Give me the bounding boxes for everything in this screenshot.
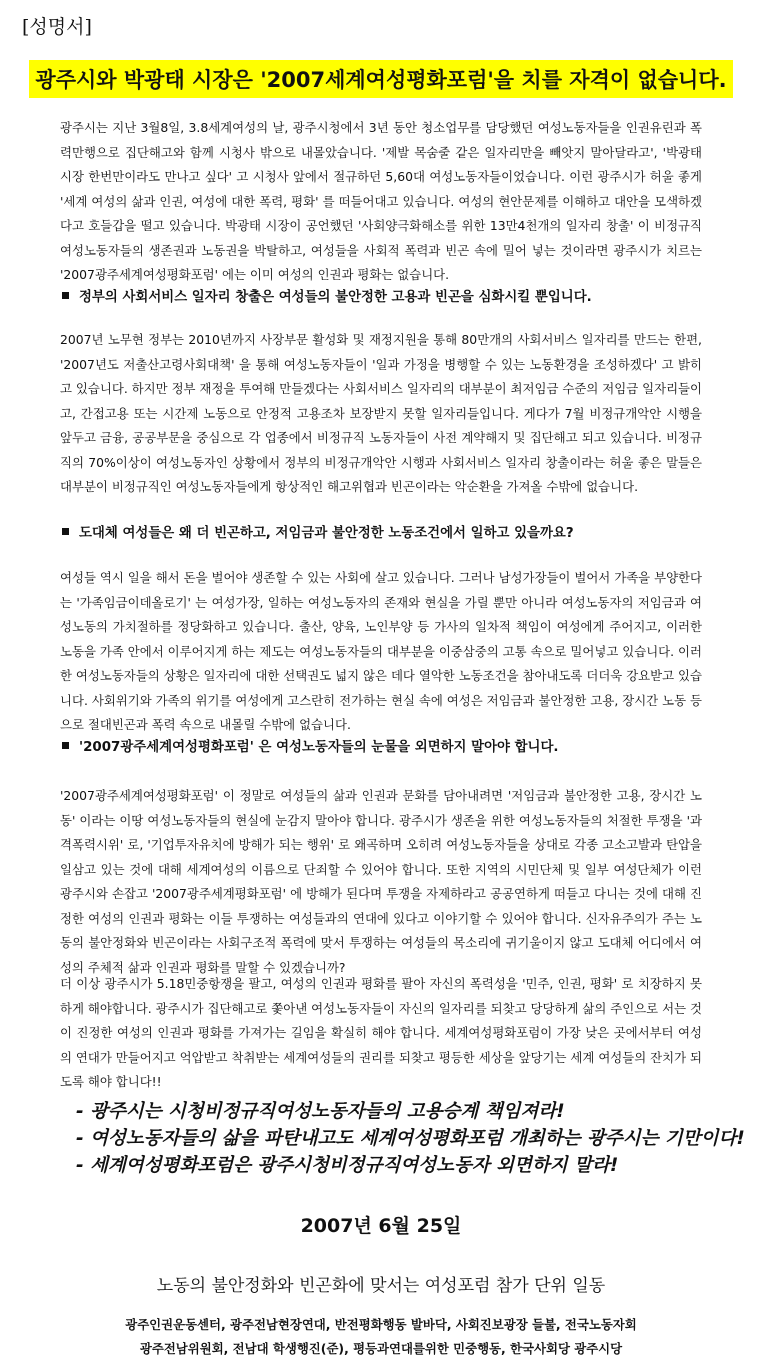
organization-line: 광주전남위원회, 전남대 학생행진(준), 평등과연대를위한 민중행동, 한국사회당 광주시당 [139,1341,623,1356]
section-heading-text: 도대체 여성들은 왜 더 빈곤하고, 저임금과 불안정한 노동조건에서 일하고 있을까요? [79,526,574,541]
paragraph-forum: '2007광주세계여성평화포럼' 이 정말로 여성들의 삶과 인권과 문화를 담아내려면 '저임금과 불안정한 고용, 장시간 노동' 이라는 이땅 여성노동자들의 현실에 눈감지 말아야 합니다. 광주시가 생존을 위한 여성노동자들의 처절한 투쟁을 '과격폭력시위' 로, '기업투자유치에 방해가 되는 행위' 로 왜곡하며 오히려 여성노동자들을 상대로 각종 고소고발과 탄압을 일삼고 있는 것에 대해 세계여성의 이름으로 단죄할 수 있어야 합니다. 또한 지역의 시민단체 및 일부 여성단체가 이런 광주시와 손잡고 '2007광주세계평화포럼' 에 방해가 된다며 투쟁을 자제하라고 공공연하게 떠들고 다니는 것에 대해 진정한 여성의 인권과 평화는 이들 투쟁하는 여성들과의 연대에 있다고 이야기할 수 있어야 합니다. 신자유주의가 주는 노동의 불안정화와 빈곤이라는 사회구조적 폭력에 맞서 투쟁하는 여성들의 목소리에 귀기울이지 않고 도대체 어디에서 여성의 주체적 삶과 인권과 평화를 말할 수 있겠습니까? [60,788,702,975]
paragraph-social-services: 2007년 노무현 정부는 2010년까지 사장부문 활성화 및 재정지원을 통해 80만개의 사회서비스 일자리를 만드는 한편, '2007년도 저출산고령사회대책' 을 통해 여성노동자들이 '일과 가정을 병행할 수 있는 노동환경을 조성하겠다' 고 밝히고 있습니다. 하지만 정부 재정을 투여해 만들겠다는 사회서비스 일자리의 대부분이 최저임금 수준의 저임금 일자리들이고, 간접고용 또는 시간제 노동으로 안정적 고용조차 보장받지 못할 일자리들입니다. 게다가 7월 비정규개악안 시행을 앞두고 금융, 공공부문을 중심으로 각 업종에서 비정규직 노동자들이 사전 계약해지 및 집단해고 되고 있습니다. 비정규직의 70%이상이 여성노동자인 상황에서 정부의 비정규개악안 시행과 사회서비스 일자리 창출이라는 허울 좋은 말들은 대부분이 비정규직인 여성노동자들에게 항상적인 해고위협과 빈곤이라는 악순환을 가져올 수밖에 없습니다. [60,332,702,494]
paragraph-intro: 광주시는 지난 3월8일, 3.8세계여성의 날, 광주시청에서 3년 동안 청소업무를 담당했던 여성노동자들을 인권유린과 폭력만행으로 집단해고와 함께 시청사 밖으로 내몰았습니다. '제발 목숨줄 같은 일자리만을 빼앗지 말아달라고', '박광태 시장 한번만이라도 만나고 싶다' 고 시청사 앞에서 절규하던 5,60대 여성노동자들이었습니다. 이런 광주시가 허울 좋게 '세계 여성의 삶과 인권, 여성에 대한 폭력, 평화' 를 떠들어대고 있습니다. 여성의 현안문제를 이해하고 대안을 모색하겠다고 호들갑을 떨고 있습니다. 박광태 시장이 공언했던 '사회양극화해소를 위한 13만4천개의 일자리 창출' 이 비정규직여성노동자들의 생존권과 노동권을 박탈하고, 여성들을 사회적 폭력과 빈곤 속에 밀어 넣는 것이라면 광주시가 치르는 '2007광주세계여성평화포럼' 에는 이미 여성의 인권과 평화는 없습니다. [60,120,702,282]
section-heading-text: '2007광주세계여성평화포럼' 은 여성노동자들의 눈물을 외면하지 말아야 합니다. [79,740,559,755]
headline-container [0,60,762,98]
square-bullet-icon [62,742,69,749]
statement-date: 2007년 6월 25일 [300,1215,462,1237]
headline: 광주시와 박광태 시장은 '2007세계여성평화포럼'을 치를 자격이 없습니다. [29,60,732,98]
slogan-item: - 세계여성평화포럼은 광주시청비정규직여성노동자 외면하지 말라! [76,1155,619,1176]
document-type-label: [성명서] [22,16,92,38]
square-bullet-icon [62,292,69,299]
slogan-list [76,1098,745,1179]
paragraph-conclusion: 더 이상 광주시가 5.18민중항쟁을 팔고, 여성의 인권과 평화를 팔아 자신의 폭력성을 '민주, 인권, 평화' 로 치장하지 못하게 해야합니다. 광주시가 집단해고로 쫓아낸 여성노동자들이 자신의 일자리를 되찾고 당당하게 삶의 주인으로 서는 것이 진정한 여성의 인권과 평화를 가져가는 길임을 확실히 해야 합니다. 세계여성평화포럼이 가장 낮은 곳에서부터 여성의 연대가 만들어지고 억압받고 착취받는 세계여성들의 권리를 되찾고 평등한 세상을 앞당기는 세계 여성들의 잔치가 되도록 해야 합니다!! [60,976,702,1089]
organization-list [0,1313,762,1361]
section-heading-1 [62,286,702,305]
section-heading-text: 정부의 사회서비스 일자리 창출은 여성들의 불안정한 고용과 빈곤을 심화시킬 뿐입니다. [79,290,592,305]
organization-line: 광주인권운동센터, 광주전남현장연대, 반전평화행동 발바닥, 사회진보광장 들불, 전국노동자회 [125,1317,637,1332]
signatory: 노동의 불안정화와 빈곤화에 맞서는 여성포럼 참가 단위 일동 [156,1276,606,1296]
paragraph-poverty: 여성들 역시 일을 해서 돈을 벌어야 생존할 수 있는 사회에 살고 있습니다. 그러나 남성가장들이 벌어서 가족을 부양한다는 '가족임금이데올로기' 는 여성가장, 일하는 여성노동자의 존재와 현실을 가릴 뿐만 아니라 여성노동자의 저임금과 여성노동의 가치절하를 정당화하고 있습니다. 출산, 양육, 노인부양 등 가사의 일차적 책임이 여성에게 주어지고, 이러한 노동을 가족 안에서 이루어지게 하는 제도는 여성노동자들의 대부분을 이중삼중의 고통 속으로 밀어넣고 있습니다. 이러한 여성노동자들의 상황은 일자리에 대한 선택권도 넓지 않은 데다 열악한 노동조건을 참아내도록 더더욱 강요받고 있습니다. 사회위기와 가족의 위기를 여성에게 고스란히 전가하는 현실 속에 여성은 저임금과 불안정한 고용, 장시간 노동 등으로 절대빈곤과 폭력 속으로 내몰릴 수밖에 없습니다. [60,570,702,732]
section-heading-2 [62,522,702,541]
slogan-item: - 여성노동자들의 삶을 파탄내고도 세계여성평화포럼 개최하는 광주시는 기만이다! [76,1128,745,1149]
slogan-item: - 광주시는 시청비정규직여성노동자들의 고용승계 책임져라! [76,1101,565,1122]
section-heading-3 [62,736,702,755]
square-bullet-icon [62,528,69,535]
